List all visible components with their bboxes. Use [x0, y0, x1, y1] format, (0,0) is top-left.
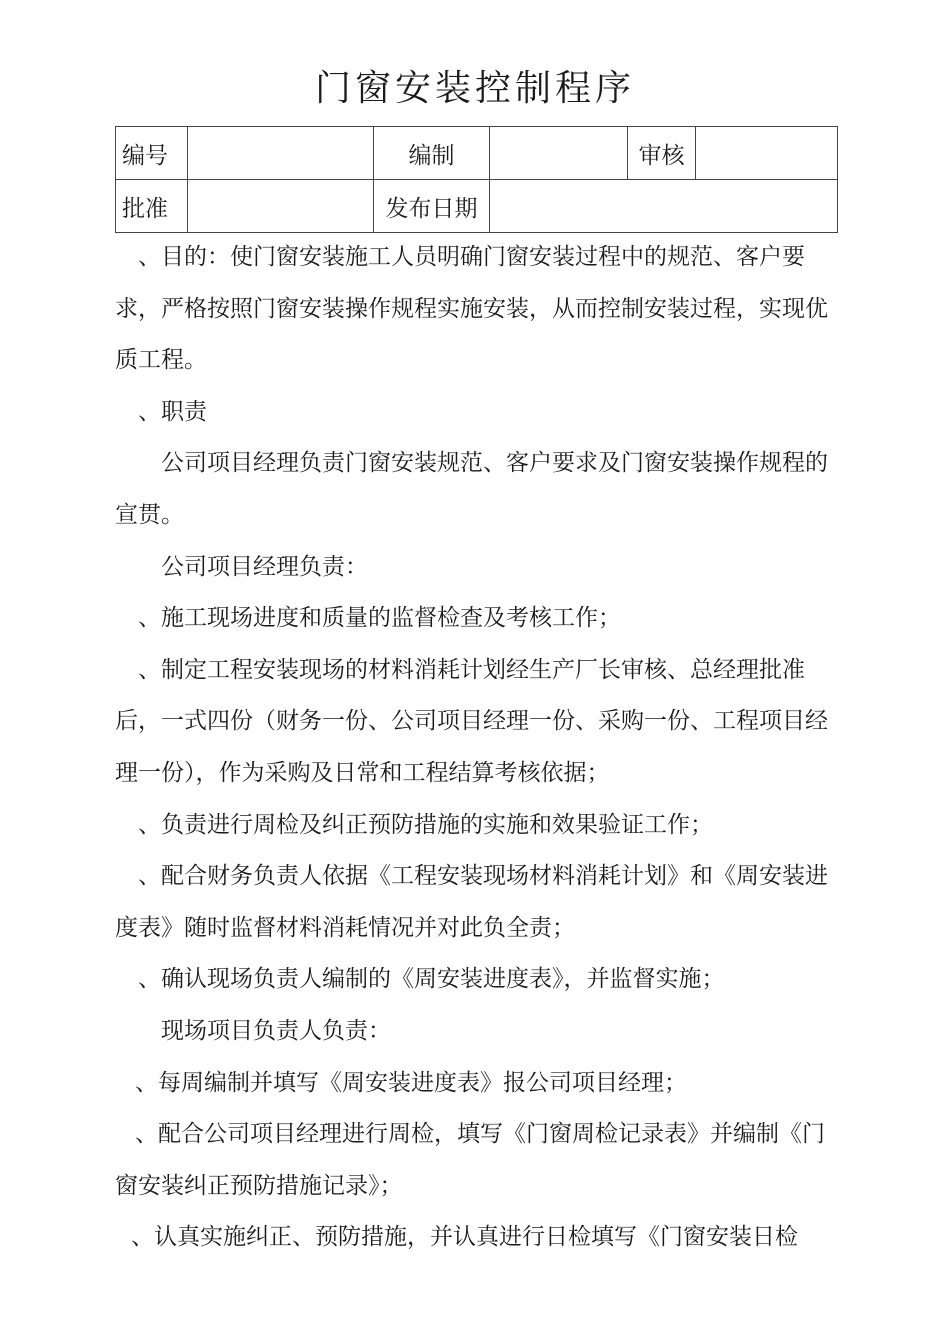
table-row	[116, 127, 838, 180]
prepared-by-value	[490, 127, 628, 180]
list-item: 、每周编制并填写《周安装进度表》报公司项目经理；	[135, 1069, 687, 1096]
table-row	[116, 180, 838, 233]
list-item: 、制定工程安装现场的材料消耗计划经生产厂长审核、总经理批准后，一式四份（财务一份、公司项目经理一份、采购一份、工程项目经理一份），作为采购及日常和工程结算考核依据；	[115, 656, 828, 786]
list-item: 、配合公司项目经理进行周检，填写《门窗周检记录表》并编制《门窗安装纠正预防措施记录》；	[115, 1121, 825, 1199]
purpose-paragraph: 、目的：使门窗安装施工人员明确门窗安装过程中的规范、客户要求，严格按照门窗安装操作规程实施安装，从而控制安装过程，实现优质工程。	[115, 244, 828, 374]
reviewed-by-label: 审核	[628, 127, 696, 180]
number-label: 编号	[116, 127, 188, 180]
list-item: 、配合财务负责人依据《工程安装现场材料消耗计划》和《周安装进度表》随时监督材料消耗情况并对此负全责；	[115, 863, 828, 941]
approved-by-label: 批准	[116, 180, 188, 233]
release-date-value	[490, 180, 838, 233]
release-date-label: 发布日期	[374, 180, 490, 233]
prepared-by-label: 编制	[374, 127, 490, 180]
reviewed-by-value	[696, 127, 838, 180]
list-item: 、施工现场进度和质量的监督检查及考核工作；	[138, 605, 621, 632]
header-info-table	[115, 126, 838, 233]
responsibilities-heading: 、职责	[138, 398, 207, 425]
approved-by-value	[188, 180, 374, 233]
document-title: 门窗安装控制程序	[314, 68, 635, 109]
number-value	[188, 127, 374, 180]
paragraph: 公司项目经理负责门窗安装规范、客户要求及门窗安装操作规程的宣贯。	[115, 450, 828, 528]
list-item: 、负责进行周检及纠正预防措施的实施和效果验证工作；	[138, 811, 713, 838]
list-item: 、认真实施纠正、预防措施，并认真进行日检填写《门窗安装日检	[131, 1224, 798, 1251]
paragraph: 公司项目经理负责：	[161, 553, 368, 580]
list-item: 、确认现场负责人编制的《周安装进度表》，并监督实施；	[138, 966, 725, 993]
paragraph: 现场项目负责人负责：	[161, 1017, 391, 1044]
document-body	[115, 232, 837, 1264]
